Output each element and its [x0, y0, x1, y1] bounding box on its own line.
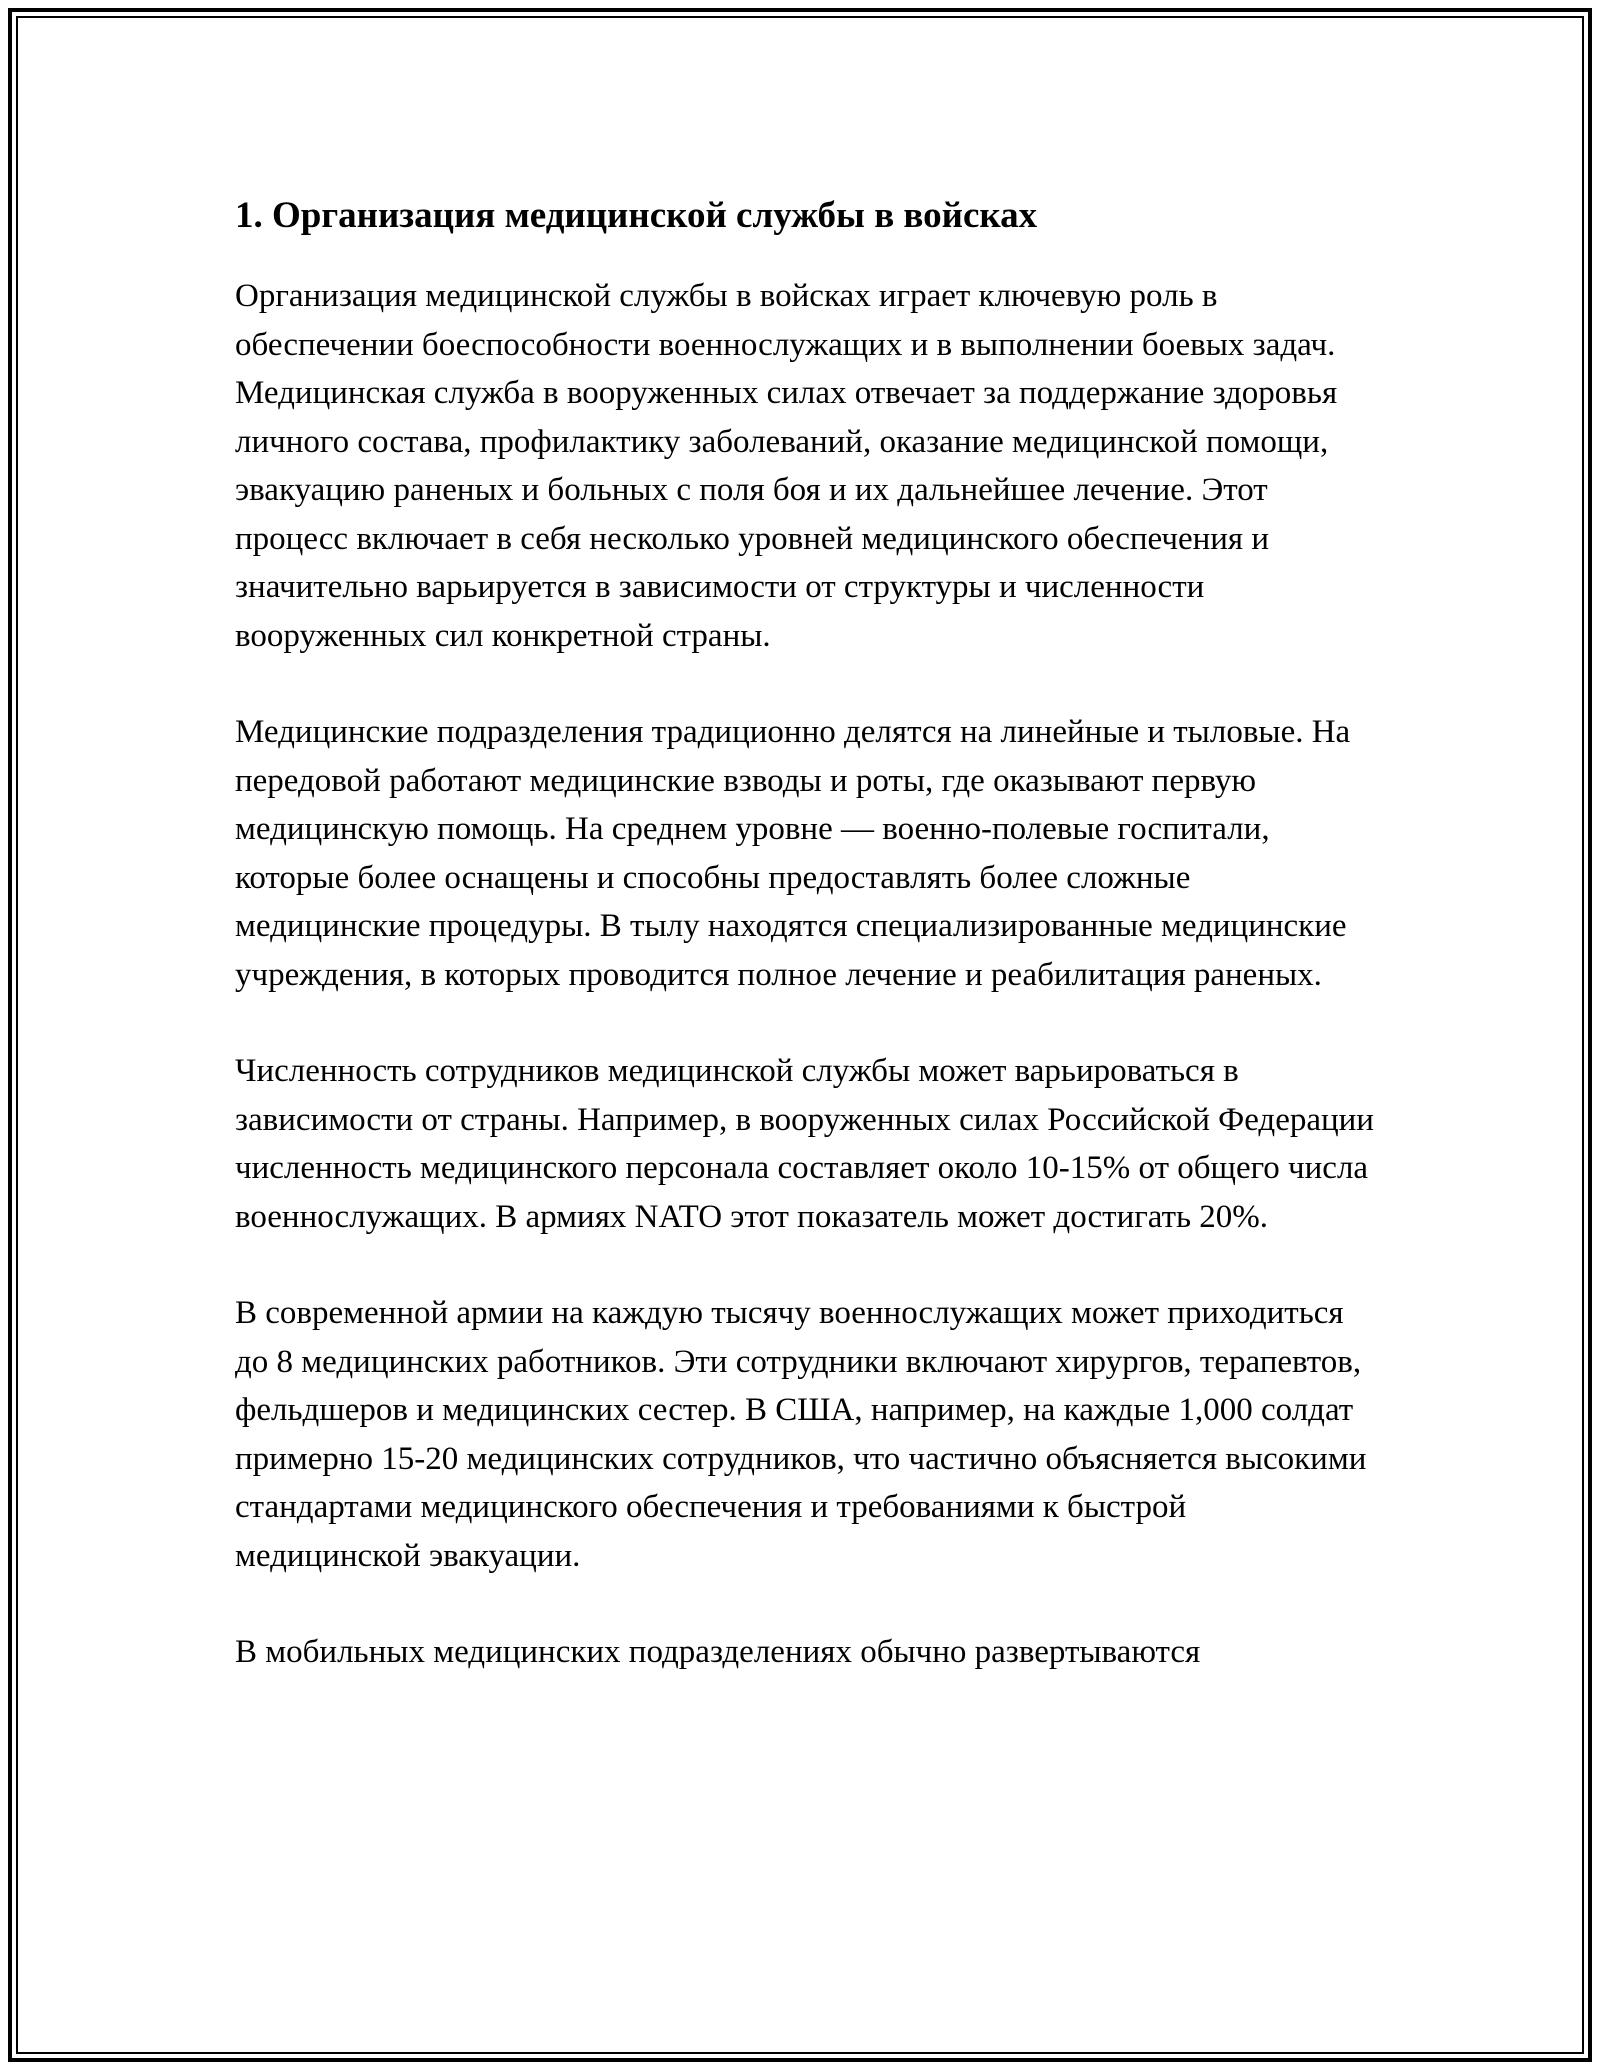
- paragraph-2: Медицинские подразделения традиционно делятся на линейные и тыловые. На передовой работают медицинские взводы и роты, где оказывают первую медицинскую помощь. На среднем уровне — военно-полевые госпитали, которые более оснащены и способны предоставлять более сложные медицинские процедуры. В тылу находятся специализированные медицинские учреждения, в которых проводится полное лечение и реабилитация раненых.: [235, 714, 1351, 993]
- paragraph-1: Организация медицинской службы в войсках играет ключевую роль в обеспечении боеспособности военнослужащих и в выполнении боевых задач. Медицинская служба в вооруженных силах отвечает за поддержание здоровья личного состава, профилактику заболеваний, оказание медицинской помощи, эвакуацию раненых и больных с поля боя и их дальнейшее лечение. Этот процесс включает в себя несколько уровней медицинского обеспечения и значительно варьируется в зависимости от структуры и численности вооруженных сил конкретной страны.: [235, 278, 1338, 654]
- paragraph-3: Численность сотрудников медицинской службы может варьироваться в зависимости от страны. Например, в вооруженных силах Российской Федерации численность медицинского персонала составляет около 10-15% от общего числа военнослужащих. В армиях NATO этот показатель может достигать 20%.: [235, 1053, 1374, 1235]
- section-heading: 1. Организация медицинской службы в войсках: [235, 195, 1038, 236]
- paragraph-4: В современной армии на каждую тысячу военнослужащих может приходиться до 8 медицинских работников. Эти сотрудники включают хирургов, терапевтов, фельдшеров и медицинских сестер. В США, например, на каждые 1,000 солдат примерно 15-20 медицинских сотрудников, что частично объясняется высокими стандартами медицинского обеспечения и требованиями к быстрой медицинской эвакуации.: [235, 1295, 1367, 1574]
- paragraph-5: В мобильных медицинских подразделениях обычно развертываются: [235, 1634, 1201, 1670]
- document-body: [235, 190, 1380, 1725]
